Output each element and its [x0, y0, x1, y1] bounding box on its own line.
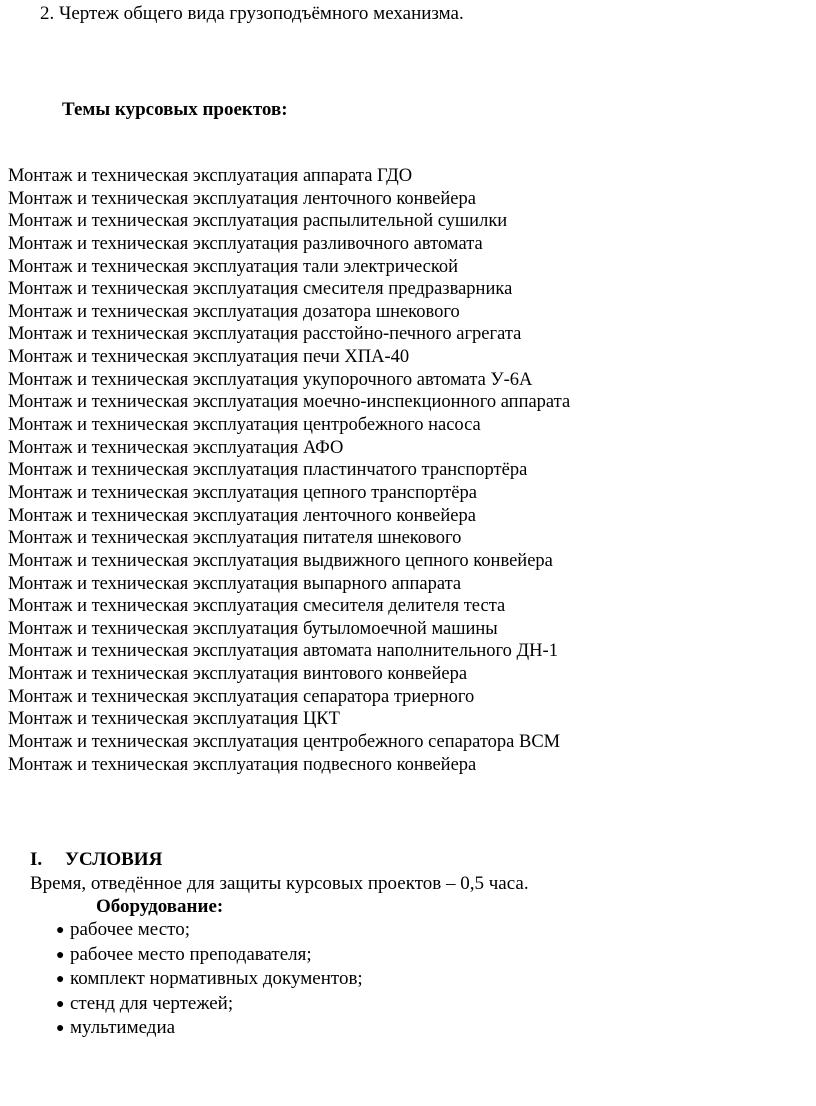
topic-item: Монтаж и техническая эксплуатация распылительной сушилки: [8, 211, 508, 232]
topic-item: Монтаж и техническая эксплуатация центробежного сепаратора ВСМ: [8, 732, 561, 753]
topic-item: Монтаж и техническая эксплуатация ленточного конвейера: [8, 188, 476, 209]
equipment-item: [56, 943, 363, 968]
topic-item: Монтаж и техническая эксплуатация цепного транспортёра: [8, 482, 477, 503]
equipment-item-text: рабочее место преподавателя;: [70, 943, 312, 965]
topic-item: Монтаж и техническая эксплуатация питателя шнекового: [8, 528, 462, 549]
themes-title: Темы курсовых проектов:: [62, 99, 288, 120]
bullet-icon: ●: [56, 923, 65, 938]
equipment-item: [56, 918, 363, 943]
drawing-heading: 2. Чертеж общего вида грузоподъёмного механизма.: [40, 3, 464, 24]
topic-item: Монтаж и техническая эксплуатация печи ХПА-40: [8, 347, 410, 368]
equipment-item: [56, 992, 363, 1017]
equipment-title: Оборудование:: [96, 896, 224, 917]
topic-item: Монтаж и техническая эксплуатация аппарата ГДО: [8, 166, 413, 186]
equipment-item-text: стенд для чертежей;: [70, 992, 234, 1014]
topic-item: Монтаж и техническая эксплуатация винтового конвейера: [8, 664, 468, 685]
topic-item: Монтаж и техническая эксплуатация тали электрической: [8, 256, 459, 277]
defense-time-text: Время, отведённое для защиты курсовых проектов – 0,5 часа.: [30, 873, 529, 894]
conditions-title: [30, 848, 162, 872]
equipment-item: [56, 967, 363, 992]
topic-item: Монтаж и техническая эксплуатация моечно-инспекционного аппарата: [8, 392, 571, 413]
topic-item: Монтаж и техническая эксплуатация выдвижного цепного конвейера: [8, 550, 553, 571]
equipment-item-text: мультимедиа: [70, 1017, 176, 1038]
topic-item: Монтаж и техническая эксплуатация дозатора шнекового: [8, 301, 460, 322]
topic-item: Монтаж и техническая эксплуатация сепаратора триерного: [8, 686, 475, 707]
equipment-item-text: рабочее место;: [70, 919, 190, 940]
equipment-item: [56, 1016, 363, 1041]
topic-item: Монтаж и техническая эксплуатация ленточного конвейера: [8, 505, 476, 526]
topic-item: Монтаж и техническая эксплуатация ЦКТ: [8, 709, 340, 730]
topic-item: Монтаж и техническая эксплуатация подвесного конвейера: [8, 754, 477, 775]
topics-list: [8, 165, 570, 776]
section-number: I.: [30, 849, 43, 870]
topic-item: Монтаж и техническая эксплуатация бутыломоечной машины: [8, 618, 498, 639]
bullet-icon: ●: [56, 972, 65, 987]
topic-item: Монтаж и техническая эксплуатация пластинчатого транспортёра: [8, 460, 528, 481]
bullet-icon: ●: [56, 1021, 65, 1036]
topic-item: Монтаж и техническая эксплуатация центробежного насоса: [8, 415, 481, 436]
topic-item: Монтаж и техническая эксплуатация расстойно-печного агрегата: [8, 324, 522, 345]
equipment-list: [56, 918, 363, 1041]
topic-item: Монтаж и техническая эксплуатация автомата наполнительного ДН-1: [8, 641, 558, 662]
bullet-icon: ●: [56, 996, 65, 1012]
topic-item: Монтаж и техническая эксплуатация укупорочного автомата У-6А: [8, 369, 533, 390]
topic-item: Монтаж и техническая эксплуатация смесителя предразварника: [8, 279, 513, 300]
bullet-icon: ●: [56, 947, 65, 963]
topic-item: Монтаж и техническая эксплуатация АФО: [8, 437, 344, 458]
topic-item: Монтаж и техническая эксплуатация разливочного автомата: [8, 233, 483, 254]
equipment-item-text: комплект нормативных документов;: [70, 968, 363, 989]
topic-item: Монтаж и техническая эксплуатация смесителя делителя теста: [8, 596, 506, 617]
topic-item: Монтаж и техническая эксплуатация выпарного аппарата: [8, 573, 462, 594]
section-title-text: УСЛОВИЯ: [65, 849, 163, 870]
